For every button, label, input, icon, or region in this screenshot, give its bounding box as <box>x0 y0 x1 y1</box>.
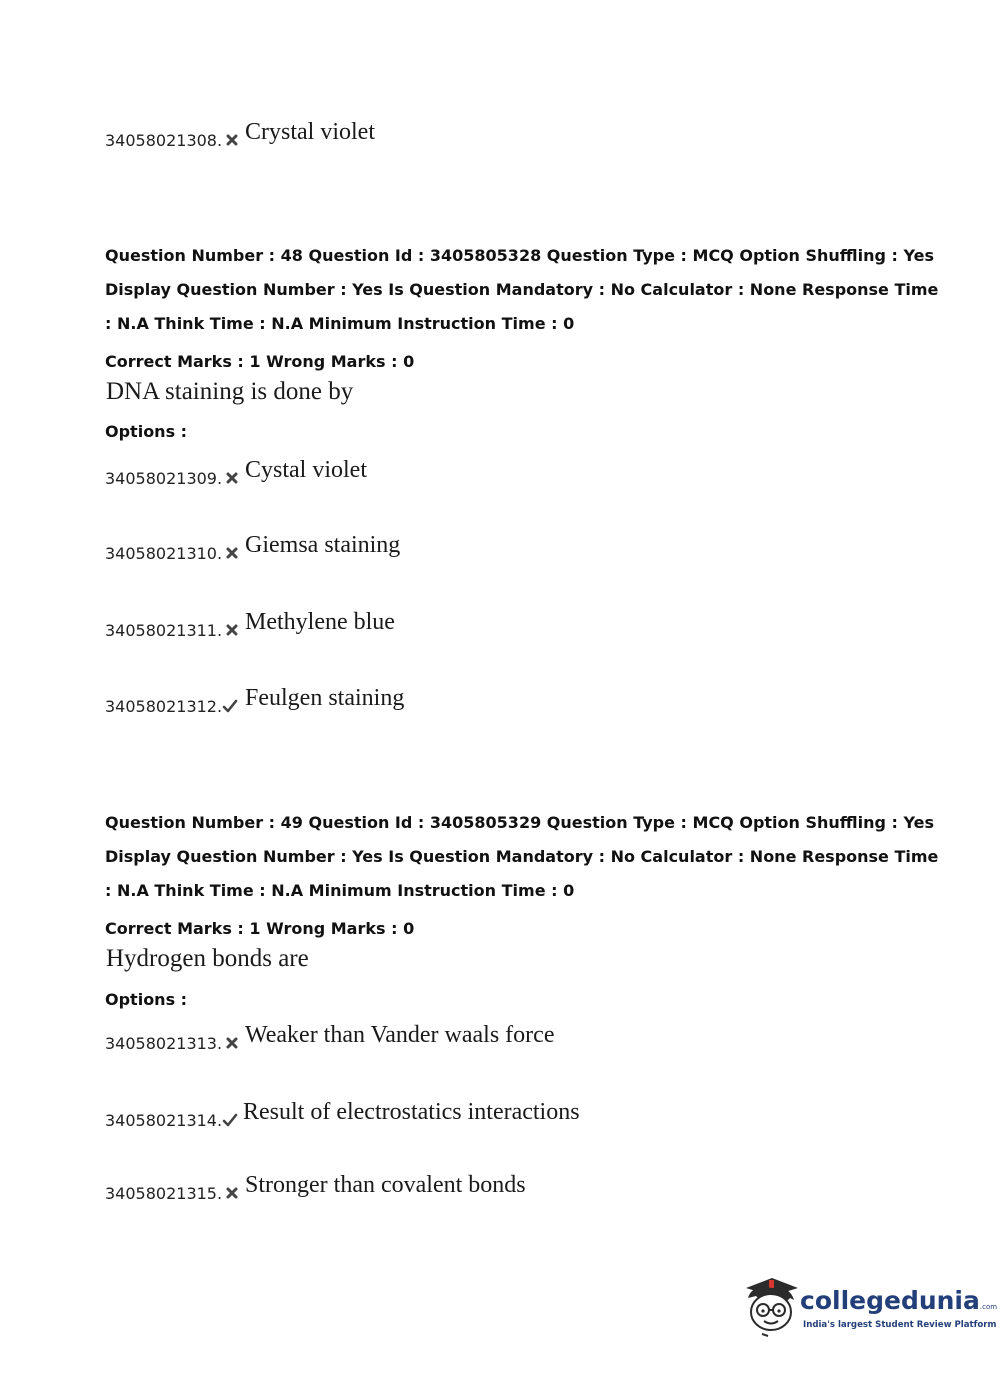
option-id: 34058021310. <box>105 544 223 563</box>
option-text: Giemsa staining <box>245 532 401 558</box>
question-text: Hydrogen bonds are <box>106 945 309 972</box>
cross-icon <box>224 1035 240 1051</box>
options-label: Options : <box>105 422 188 441</box>
option-id: 34058021308. <box>105 131 223 150</box>
option-id: 34058021314. <box>105 1111 223 1130</box>
checkmark-icon <box>222 1112 238 1128</box>
question-marks: Correct Marks : 1 Wrong Marks : 0 <box>105 919 415 938</box>
option-text: Cystal violet <box>245 457 367 483</box>
option-text: Methylene blue <box>245 609 395 635</box>
cross-icon <box>224 132 240 148</box>
mascot-icon <box>742 1274 800 1338</box>
collegedunia-logo <box>742 1272 998 1342</box>
question-meta-line: : N.A Think Time : N.A Minimum Instruction Time : 0 <box>105 881 575 900</box>
question-marks: Correct Marks : 1 Wrong Marks : 0 <box>105 352 415 371</box>
option-text: Weaker than Vander waals force <box>245 1022 555 1048</box>
logo-tagline: India's largest Student Review Platform <box>803 1320 997 1330</box>
cross-icon <box>224 545 240 561</box>
cross-icon <box>224 622 240 638</box>
question-meta-line: Question Number : 49 Question Id : 3405805329 Question Type : MCQ Option Shuffling : Yes <box>105 813 935 832</box>
option-text: Feulgen staining <box>245 685 405 711</box>
cross-icon <box>224 1185 240 1201</box>
option-text: Crystal violet <box>245 119 375 145</box>
question-meta-line: Question Number : 48 Question Id : 3405805328 Question Type : MCQ Option Shuffling : Yes <box>105 246 935 265</box>
question-meta-line: Display Question Number : Yes Is Question Mandatory : No Calculator : None Response Time <box>105 847 939 866</box>
logo-name: collegedunia <box>800 1286 980 1315</box>
question-meta-line: : N.A Think Time : N.A Minimum Instruction Time : 0 <box>105 314 575 333</box>
option-id: 34058021315. <box>105 1184 223 1203</box>
cross-icon <box>224 470 240 486</box>
question-meta-line: Display Question Number : Yes Is Question Mandatory : No Calculator : None Response Time <box>105 280 939 299</box>
option-id: 34058021311. <box>105 621 223 640</box>
option-text: Result of electrostatics interactions <box>243 1099 580 1125</box>
option-id: 34058021313. <box>105 1034 223 1053</box>
question-text: DNA staining is done by <box>106 378 354 405</box>
option-id: 34058021309. <box>105 469 223 488</box>
checkmark-icon <box>222 698 238 714</box>
option-text: Stronger than covalent bonds <box>245 1172 526 1198</box>
logo-suffix: .com <box>979 1303 998 1311</box>
options-label: Options : <box>105 990 188 1009</box>
option-id: 34058021312. <box>105 697 223 716</box>
